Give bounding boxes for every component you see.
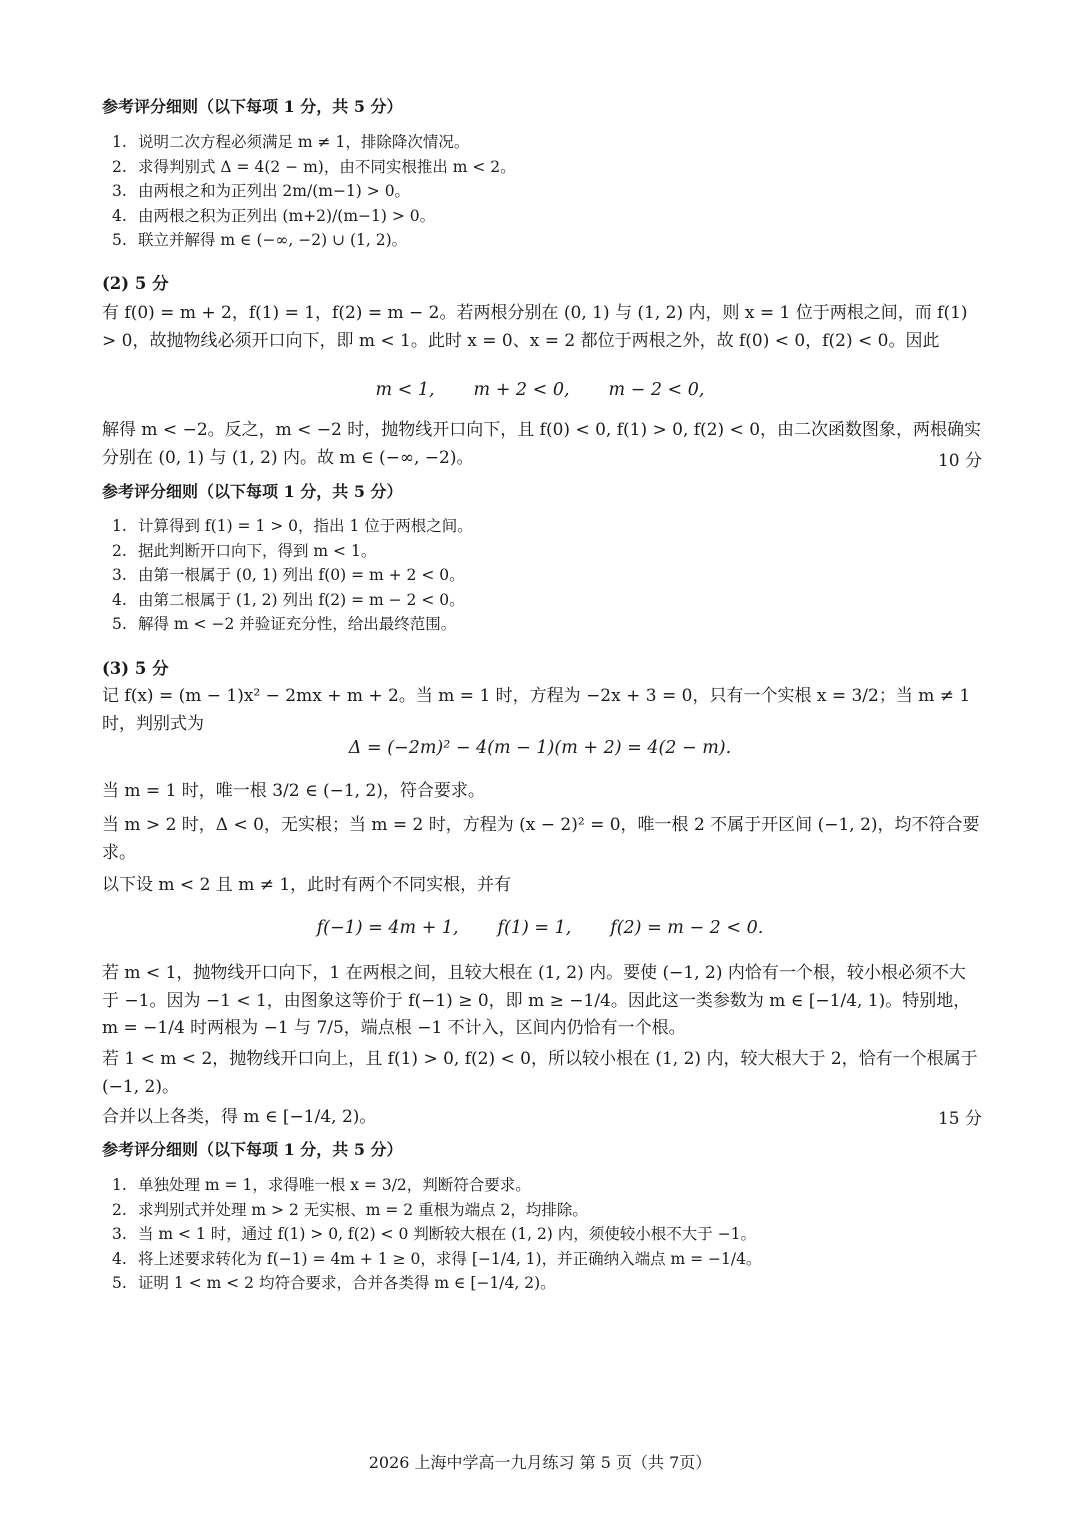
list-item: 5. 联立并解得 m ∈ (−∞, −2) ∪ (1, 2)。	[112, 231, 408, 249]
list-item: 4. 将上述要求转化为 f(−1) = 4m + 1 ≥ 0，求得 [−1/4, 1)，并正确纳入端点 m = −1/4。	[112, 1249, 762, 1268]
part-3-paragraph-4: 以下设 m < 2 且 m ≠ 1，此时有两个不同实根，并有	[102, 875, 512, 895]
list-item: 1. 单独处理 m = 1，求得唯一根 x = 3/2，判断符合要求。	[112, 1176, 531, 1194]
rubric-title-2: 参考评分细则（以下每项 1 分，共 5 分）	[102, 482, 403, 501]
part-3-paragraph-1: 记 f(x) = (m − 1)x² − 2mx + m + 2。当 m = 1 时，方程为 −2x + 3 = 0，只有一个实根 x = 3/2；当 m ≠ 1 时，判别式为	[102, 686, 971, 734]
list-item: 5. 证明 1 < m < 2 均符合要求，合并各类得 m ∈ [−1/4, 2)。	[112, 1274, 556, 1292]
part-3-paragraph-6: 若 1 < m < 2，抛物线开口向上，且 f(1) > 0, f(2) < 0，所以较小根在 (1, 2) 内，较大根大于 2，恰有一个根属于 (−1, 2)。	[102, 1049, 978, 1097]
part-3-equation-2: f(−1) = 4m + 1, f(1) = 1, f(2) = m − 2 < 0.	[316, 918, 764, 938]
part-2-equation: m < 1, m + 2 < 0, m − 2 < 0,	[375, 380, 705, 400]
part-2-paragraph-1: 有 f(0) = m + 2，f(1) = 1，f(2) = m − 2。若两根分别在 (0, 1) 与 (1, 2) 内，则 x = 1 位于两根之间，而 f(1) > 0，故抛物线必须开口向下，即 m < 1。此时 x = 0、x = 2 都位于两根之外，故 f(0) < 0，f(2) < 0。因此	[102, 303, 968, 351]
list-item: 2. 求判别式并处理 m > 2 无实根、m = 2 重根为端点 2，均排除。	[112, 1200, 588, 1219]
rubric-title-1: 参考评分细则（以下每项 1 分，共 5 分）	[102, 97, 403, 116]
part-3-heading: (3) 5 分	[102, 659, 169, 678]
list-item: 2. 据此判断开口向下，得到 m < 1。	[112, 541, 377, 560]
part-2-paragraph-2: 解得 m < −2。反之，m < −2 时，抛物线开口向下，且 f(0) < 0, f(1) > 0, f(2) < 0，由二次函数图象，两根确实分别在 (0, 1) 与 (1, 2) 内。故 m ∈ (−∞, −2)。	[102, 420, 982, 468]
rubric-list-1	[112, 130, 972, 253]
list-item: 5. 解得 m < −2 并验证充分性，给出最终范围。	[112, 615, 457, 633]
part-3-paragraph-2: 当 m = 1 时，唯一根 3/2 ∈ (−1, 2)，符合要求。	[102, 781, 485, 801]
part-3-paragraph-5: 若 m < 1，抛物线开口向下，1 在两根之间，且较大根在 (1, 2) 内。要使 (−1, 2) 内恰有一个根，较小根必须不大于 −1。因为 −1 < 1，由图象这等价于 f(−1) ≥ 0，即 m ≥ −1/4。因此这一类参数为 m ∈ [−1/4, 1)。特别地，m = −1/4 时两根为 −1 与 7/5，端点根 −1 不计入，区间内仍恰有一个根。	[102, 963, 971, 1038]
list-item: 3. 由两根之和为正列出 2m/(m−1) > 0。	[112, 182, 411, 200]
list-item: 1. 计算得到 f(1) = 1 > 0，指出 1 位于两根之间。	[112, 517, 473, 535]
rubric-title-3: 参考评分细则（以下每项 1 分，共 5 分）	[102, 1140, 403, 1159]
list-item: 4. 由两根之积为正列出 (m+2)/(m−1) > 0。	[112, 206, 436, 225]
part-2-heading: (2) 5 分	[102, 274, 169, 293]
part-3-paragraph-7: 合并以上各类，得 m ∈ [−1/4, 2)。	[102, 1107, 377, 1127]
part-3-paragraph-3: 当 m > 2 时，Δ < 0，无实根；当 m = 2 时，方程为 (x − 2)² = 0，唯一根 2 不属于开区间 (−1, 2)，均不符合要求。	[102, 815, 980, 863]
list-item: 4. 由第二根属于 (1, 2) 列出 f(2) = m − 2 < 0。	[112, 590, 465, 609]
list-item: 1. 说明二次方程必须满足 m ≠ 1，排除降次情况。	[112, 133, 470, 151]
rubric-list-3	[112, 1173, 972, 1296]
list-item: 3. 当 m < 1 时，通过 f(1) > 0, f(2) < 0 判断较大根在 (1, 2) 内，须使较小根不大于 −1。	[112, 1225, 757, 1243]
list-item: 3. 由第一根属于 (0, 1) 列出 f(0) = m + 2 < 0。	[112, 566, 465, 584]
page-footer: 2026 上海中学高一九月练习 第 5 页（共 7页）	[368, 1453, 712, 1472]
part-3-score: 15 分	[937, 1109, 982, 1129]
list-item: 2. 求得判别式 Δ = 4(2 − m)，由不同实根推出 m < 2。	[112, 157, 516, 176]
part-2-score: 10 分	[937, 451, 982, 471]
part-3-equation-1: Δ = (−2m)² − 4(m − 1)(m + 2) = 4(2 − m).	[348, 738, 732, 758]
rubric-list-2	[112, 514, 972, 637]
